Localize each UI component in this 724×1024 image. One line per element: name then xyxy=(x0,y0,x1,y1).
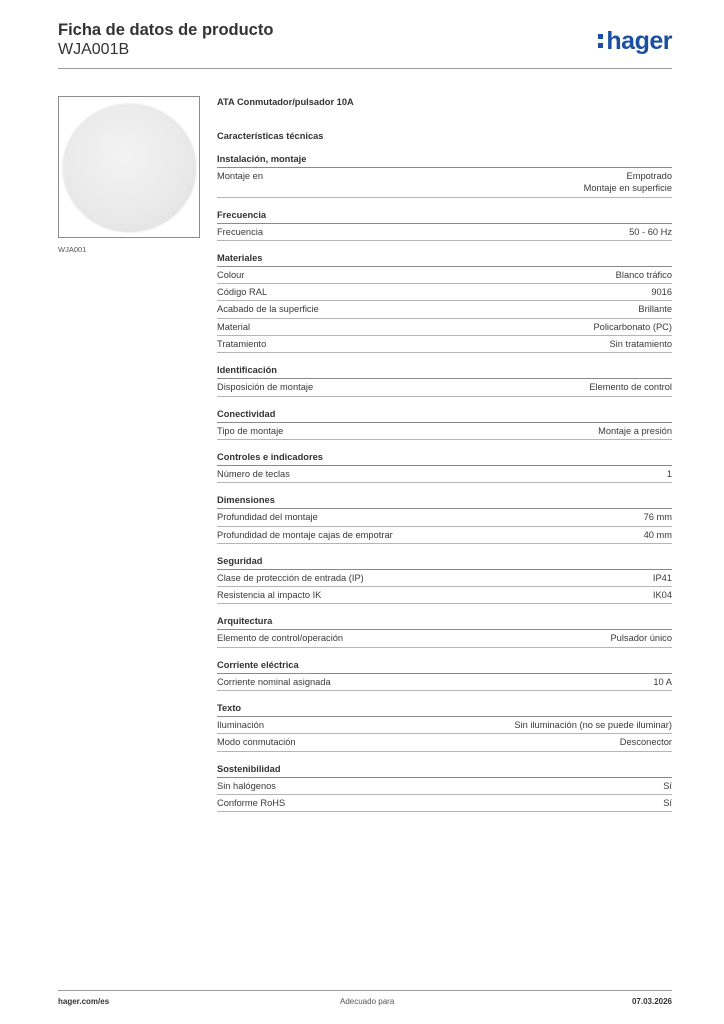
spec-section xyxy=(217,703,672,752)
spec-row xyxy=(217,301,672,318)
spec-section-title: Controles e indicadores xyxy=(217,452,672,466)
spec-label: Frecuencia xyxy=(217,226,263,237)
spec-value-line: Desconector xyxy=(619,737,672,748)
spec-value-line: Montaje en superficie xyxy=(583,183,672,194)
spec-section-title: Arquitectura xyxy=(217,616,672,630)
spec-value xyxy=(609,338,672,350)
spec-value-line: 10 A xyxy=(653,676,672,687)
spec-label: Corriente nominal asignada xyxy=(217,676,331,687)
spec-label: Tratamiento xyxy=(217,339,267,350)
spec-row xyxy=(217,423,672,440)
logo-text: hager xyxy=(606,27,672,55)
spec-row xyxy=(217,267,672,284)
spec-section xyxy=(217,409,672,440)
spec-value xyxy=(667,468,672,480)
spec-section xyxy=(217,253,672,353)
spec-value-line: 50 - 60 Hz xyxy=(629,226,672,237)
spec-value xyxy=(653,676,672,688)
spec-label: Acabado de la superficie xyxy=(217,304,319,315)
spec-value xyxy=(610,632,672,644)
spec-label: Modo conmutación xyxy=(217,737,296,748)
spec-row xyxy=(217,284,672,301)
footer-date: 07.03.2026 xyxy=(631,997,672,1006)
spec-label: Elemento de control/operación xyxy=(217,633,344,644)
spec-value xyxy=(638,303,672,315)
spec-row xyxy=(217,630,672,647)
spec-value xyxy=(629,226,672,238)
spec-section-title: Sostenibilidad xyxy=(217,764,672,778)
spec-value-line: Sin iluminación (no se puede iluminar) xyxy=(514,720,672,731)
spec-row xyxy=(217,778,672,795)
spec-row xyxy=(217,168,672,198)
footer-website: hager.com/es xyxy=(58,997,110,1006)
spec-value xyxy=(644,511,672,523)
spec-value xyxy=(584,170,672,195)
spec-section xyxy=(217,452,672,483)
spec-value-line: Pulsador único xyxy=(610,633,672,644)
spec-section-title: Corriente eléctrica xyxy=(217,660,672,674)
spec-value-line: Sí xyxy=(663,780,672,791)
spec-value xyxy=(653,572,672,584)
spec-value-line: Elemento de control xyxy=(589,382,672,393)
spec-sections xyxy=(217,154,672,812)
spec-value-line: Montaje a presión xyxy=(598,425,672,436)
spec-section xyxy=(217,495,672,544)
spec-section xyxy=(217,210,672,241)
spec-section xyxy=(217,154,672,198)
document-title: Ficha de datos de producto xyxy=(58,21,274,39)
spec-value xyxy=(644,529,672,541)
spec-label: Sin halógenos xyxy=(217,780,276,791)
spec-row xyxy=(217,379,672,396)
spec-value-line: Sí xyxy=(663,797,672,808)
spec-label: Disposición de montaje xyxy=(217,382,314,393)
spec-label: Código RAL xyxy=(217,287,268,298)
spec-value-line: Sin tratamiento xyxy=(609,339,672,350)
spec-row xyxy=(217,336,672,353)
spec-value-line: Policarbonato (PC) xyxy=(593,321,672,332)
spec-value xyxy=(653,589,672,601)
product-specs xyxy=(217,96,672,812)
spec-value-line: IK04 xyxy=(652,590,672,601)
footer-divider xyxy=(58,990,672,991)
footer-suitable-for: Adecuado para xyxy=(340,997,395,1006)
spec-value xyxy=(598,425,672,437)
spec-value xyxy=(616,269,672,281)
spec-section xyxy=(217,660,672,691)
spec-row xyxy=(217,717,672,734)
spec-label: Material xyxy=(217,321,251,332)
page-header xyxy=(58,20,672,60)
spec-row xyxy=(217,319,672,336)
spec-label: Colour xyxy=(217,269,245,280)
product-switch-image xyxy=(63,104,196,232)
spec-value-line: 1 xyxy=(666,468,672,479)
spec-value xyxy=(663,780,672,792)
spec-label: Clase de protección de entrada (IP) xyxy=(217,572,364,583)
document-subtitle: WJA001B xyxy=(58,41,130,58)
spec-section-title: Dimensiones xyxy=(217,495,672,509)
spec-value-line: 9016 xyxy=(651,287,672,298)
spec-label: Iluminación xyxy=(217,720,265,731)
spec-label: Tipo de montaje xyxy=(217,425,284,436)
spec-section-title: Texto xyxy=(217,703,672,717)
spec-value-line: Blanco tráfico xyxy=(615,269,672,280)
spec-row xyxy=(217,587,672,604)
spec-value xyxy=(663,797,672,809)
spec-value xyxy=(593,321,672,333)
hager-logo xyxy=(598,26,672,56)
spec-section xyxy=(217,365,672,396)
spec-value xyxy=(589,381,672,393)
product-name: ATA Conmutador/pulsador 10A xyxy=(217,97,354,107)
spec-row xyxy=(217,674,672,691)
spec-value xyxy=(514,719,672,731)
product-image xyxy=(58,96,200,238)
spec-label: Número de teclas xyxy=(217,468,290,479)
spec-row xyxy=(217,570,672,587)
tech-characteristics-title: Características técnicas xyxy=(217,131,324,141)
spec-value xyxy=(651,286,672,298)
spec-section xyxy=(217,764,672,813)
spec-label: Montaje en xyxy=(217,171,263,181)
spec-value-line: 40 mm xyxy=(643,529,672,540)
spec-section-title: Seguridad xyxy=(217,556,672,570)
spec-row xyxy=(217,509,672,526)
spec-section-title: Instalación, montaje xyxy=(217,154,672,168)
spec-label: Profundidad del montaje xyxy=(217,512,318,523)
spec-label: Conforme RoHS xyxy=(217,797,286,808)
spec-row xyxy=(217,527,672,544)
spec-row xyxy=(217,734,672,751)
spec-label: Profundidad de montaje cajas de empotrar xyxy=(217,529,393,540)
spec-section xyxy=(217,556,672,605)
spec-value-line: Empotrado xyxy=(626,171,672,181)
spec-section-title: Materiales xyxy=(217,253,672,267)
product-image-caption: WJA001 xyxy=(58,245,87,254)
spec-value-line: Brillante xyxy=(638,304,672,315)
spec-row xyxy=(217,795,672,812)
spec-row xyxy=(217,224,672,241)
spec-value-line: IP41 xyxy=(652,572,672,583)
spec-section-title: Identificación xyxy=(217,365,672,379)
spec-section-title: Conectividad xyxy=(217,409,672,423)
spec-row xyxy=(217,466,672,483)
spec-label: Resistencia al impacto IK xyxy=(217,590,322,601)
spec-section xyxy=(217,616,672,647)
spec-value xyxy=(620,736,672,748)
spec-value-line: 76 mm xyxy=(643,512,672,523)
header-divider xyxy=(58,68,672,69)
spec-section-title: Frecuencia xyxy=(217,210,672,224)
